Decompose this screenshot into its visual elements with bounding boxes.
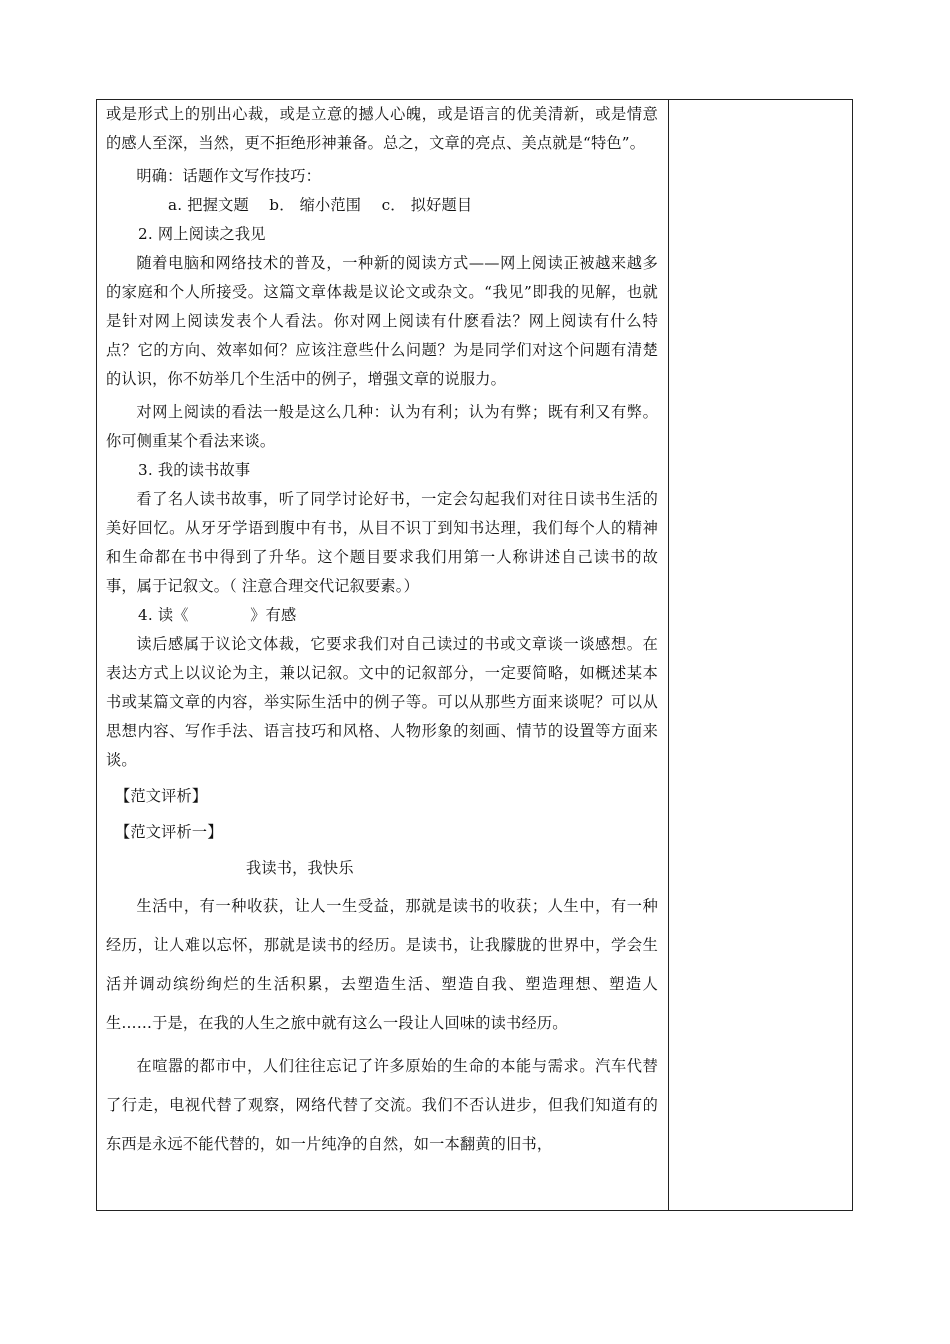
heading-review-one: 【范文评析一】: [115, 823, 223, 841]
opening-paragraph: 或是形式上的别出心裁，或是立意的撼人心魄，或是语言的优美清新，或是情意的感人至深，当然，更不拒绝形神兼备。总之，文章的亮点、美点就是“特色”。: [106, 105, 658, 152]
section-3-title: 3. 我的读书故事: [138, 461, 251, 479]
clarify-heading: 明确：话题作文写作技巧：: [136, 167, 322, 185]
sample-essay-title: 我读书，我快乐: [246, 859, 354, 877]
section-2-paragraph-1: 随着电脑和网络技术的普及，一种新的阅读方式——网上阅读正被越来越多的家庭和个人所接受。这篇文章体裁是议论文或杂文。“我见”即我的见解，也就是针对网上阅读发表个人看法。你对网上阅读有什麽看法？网上阅读有什么特点？它的方向、效率如何？应该注意些什么问题？为是同学们对这个问题有清楚的认识，你不妨举几个生活中的例子，增强文章的说服力。: [106, 254, 658, 388]
notes-cell: [669, 100, 852, 1210]
section-2-paragraph-2: 对网上阅读的看法一般是这么几种：认为有利；认为有弊；既有利又有弊。你可侧重某个看法来谈。: [106, 403, 658, 450]
section-4-paragraph: 读后感属于议论文体裁，它要求我们对自己读过的书或文章谈一谈感想。在表达方式上以议论为主，兼以记叙。文中的记叙部分，一定要简略，如概述某本书或某篇文章的内容，举实际生活中的例子等。可以从那些方面来谈呢？可以从思想内容、写作手法、语言技巧和风格、人物形象的刻画、情节的设置等方面来谈。: [106, 635, 658, 769]
lesson-table: [96, 99, 853, 1211]
content-cell: [97, 100, 668, 1210]
section-4-title: 4. 读《 》有感: [138, 606, 297, 624]
clarify-items: a. 把握文题 b． 缩小范围 c． 拟好题目: [168, 196, 473, 214]
heading-review: 【范文评析】: [115, 787, 208, 805]
sample-paragraph-2: 在喧嚣的都市中，人们往往忘记了许多原始的生命的本能与需求。汽车代替了行走，电视代替了观察，网络代替了交流。我们不否认进步，但我们知道有的东西是永远不能代替的，如一片纯净的自然，如一本翻黄的旧书，: [106, 1057, 658, 1153]
sample-paragraph-1: 生活中，有一种收获，让人一生受益，那就是读书的收获；人生中，有一种经历，让人难以忘怀，那就是读书的经历。是读书，让我朦胧的世界中，学会生活并调动缤纷绚烂的生活积累，去塑造生活、塑造自我、塑造理想、塑造人生……于是，在我的人生之旅中就有这么一段让人回味的读书经历。: [106, 897, 658, 1032]
section-3-paragraph: 看了名人读书故事，听了同学讨论好书，一定会勾起我们对往日读书生活的美好回忆。从牙牙学语到腹中有书，从目不识丁到知书达理，我们每个人的精神和生命都在书中得到了升华。这个题目要求我们用第一人称讲述自己读书的故事，属于记叙文。（ 注意合理交代记叙要素。）: [106, 490, 658, 595]
section-2-title: 2. 网上阅读之我见: [138, 225, 266, 243]
